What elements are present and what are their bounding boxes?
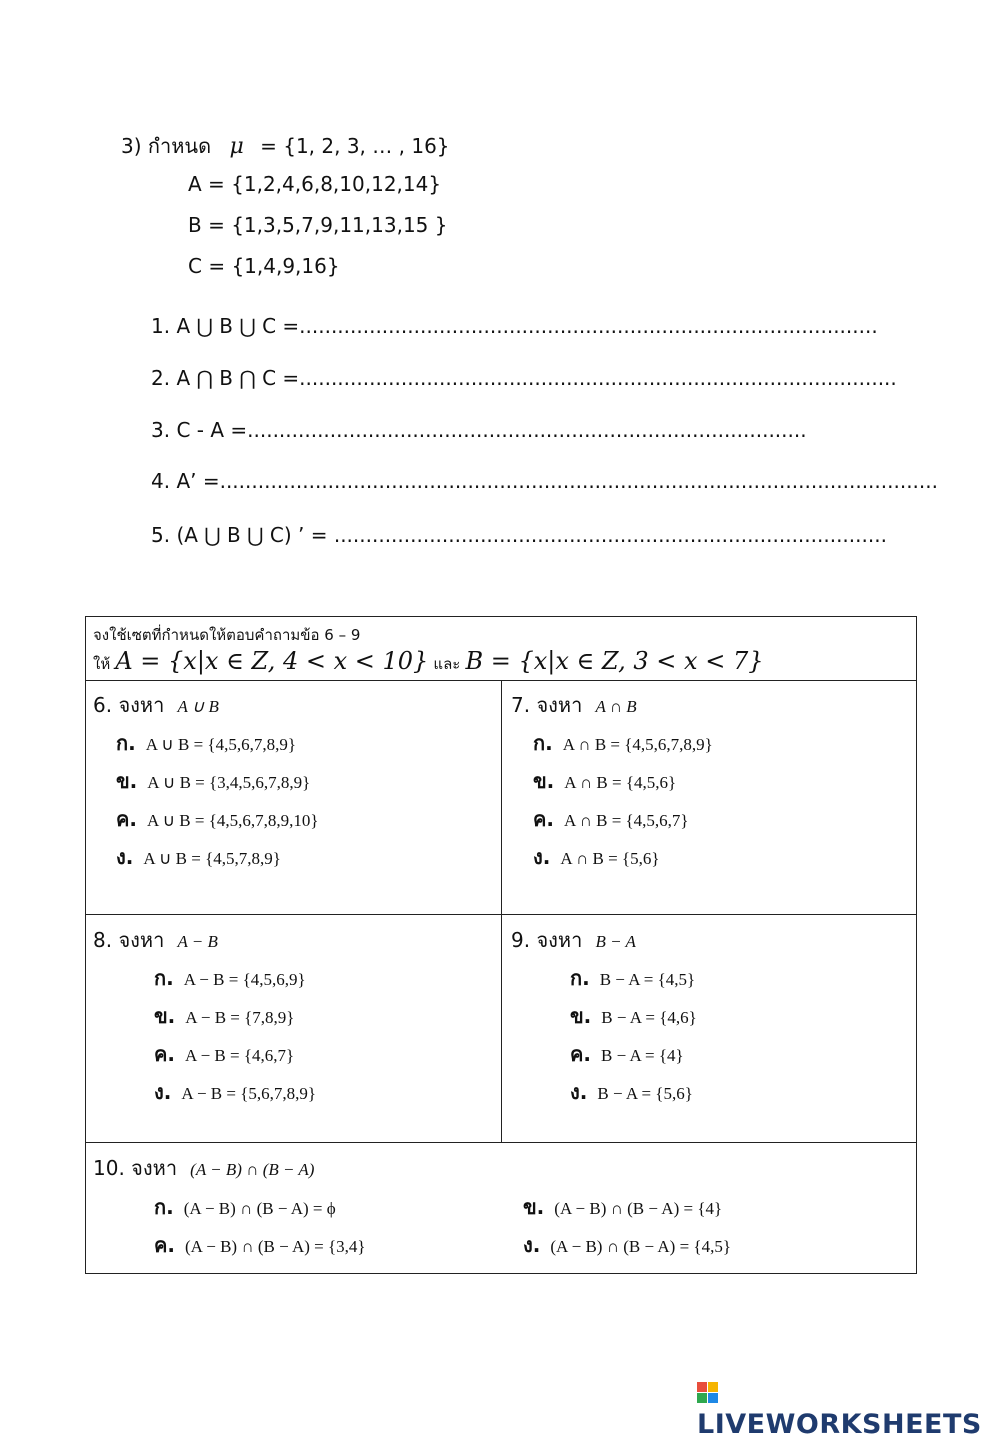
universe-symbol: μ	[229, 134, 244, 159]
and-word: และ	[433, 655, 461, 673]
q8-option-d[interactable]	[154, 1076, 316, 1108]
q10-option-b-text: (A − B) ∩ (B − A) = {4}	[554, 1199, 723, 1218]
q9-option-a-text: B − A = {4,5}	[599, 970, 696, 989]
q9-option-c[interactable]	[570, 1038, 684, 1070]
set-b-builder: B = {x|x ∈ Z, 3 < x < 7}	[465, 647, 764, 675]
q6-option-b-letter: ข.	[116, 769, 138, 793]
q7-option-d-text: A ∩ B = {5,6}	[560, 849, 660, 868]
q7-option-c[interactable]	[533, 803, 689, 835]
question-3-header	[121, 130, 450, 162]
logo-square	[697, 1393, 707, 1403]
set-b-definition: B = {1,3,5,7,9,11,13,15 }	[188, 213, 448, 237]
universe-set: = {1, 2, 3, … , 16}	[260, 134, 450, 158]
q7-option-a-text: A ∩ B = {4,5,6,7,8,9}	[562, 735, 713, 754]
question-10	[93, 1152, 314, 1184]
logo-square	[708, 1393, 718, 1403]
q7-option-c-letter: ค.	[533, 807, 554, 831]
q6-option-a-letter: ก.	[116, 731, 136, 755]
q7-option-b-text: A ∩ B = {4,5,6}	[564, 773, 677, 792]
q10-option-d-text: (A − B) ∩ (B − A) = {4,5}	[550, 1237, 731, 1256]
set-a-definition: A = {1,2,4,6,8,10,12,14}	[188, 172, 442, 196]
q6-option-a-text: A ∪ B = {4,5,6,7,8,9}	[145, 735, 296, 754]
fill-in-item-3[interactable]: 3. C - A =........................................................................................	[151, 418, 807, 442]
q7-option-a[interactable]	[533, 727, 713, 759]
q10-option-a-letter: ก.	[154, 1195, 174, 1219]
fill-in-item-5[interactable]: 5. (A ⋃ B ⋃ C) ’ = .......................................................................................	[151, 523, 887, 547]
table-instruction: จงใช้เซตที่กำหนดให้ตอบคำถามข้อ 6 – 9	[93, 626, 361, 644]
logo-square	[708, 1382, 718, 1392]
question-7-expr: A ∩ B	[595, 697, 637, 716]
question-6-label: 6. จงหา	[93, 693, 165, 717]
question-8-label: 8. จงหา	[93, 928, 165, 952]
q6-option-d[interactable]	[116, 841, 281, 873]
logo-text: LIVEWORKSHEETS	[697, 1409, 982, 1440]
fill-in-item-2[interactable]: 2. A ⋂ B ⋂ C =..............................................................................................	[151, 366, 897, 390]
q7-option-b[interactable]	[533, 765, 676, 797]
q9-option-b-text: B − A = {4,6}	[601, 1008, 697, 1027]
question-10-label: 10. จงหา	[93, 1156, 178, 1180]
question-table	[85, 616, 917, 1274]
q10-option-a-text: (A − B) ∩ (B − A) = ϕ	[183, 1199, 336, 1218]
q8-option-b[interactable]	[154, 1000, 294, 1032]
q9-option-a[interactable]	[570, 962, 695, 994]
q10-option-c-letter: ค.	[154, 1233, 175, 1257]
q8-option-c-text: A − B = {4,6,7}	[184, 1046, 295, 1065]
q9-option-c-text: B − A = {4}	[600, 1046, 684, 1065]
q6-option-a[interactable]	[116, 727, 296, 759]
q9-option-d-letter: ง.	[570, 1080, 588, 1104]
q9-option-d[interactable]	[570, 1076, 693, 1108]
q8-option-a-text: A − B = {4,5,6,9}	[183, 970, 306, 989]
question-8	[93, 924, 218, 956]
fill-in-item-1[interactable]: 1. A ⋃ B ⋃ C =...........................................................................................	[151, 314, 878, 338]
q10-option-d[interactable]	[523, 1229, 731, 1261]
question-6-expr: A ∪ B	[177, 697, 219, 716]
q8-option-d-text: A − B = {5,6,7,8,9}	[181, 1084, 317, 1103]
question-7	[511, 689, 637, 721]
q9-option-b-letter: ข.	[570, 1004, 592, 1028]
q8-option-d-letter: ง.	[154, 1080, 172, 1104]
q8-option-c[interactable]	[154, 1038, 294, 1070]
q10-option-b[interactable]	[523, 1191, 722, 1223]
q7-option-b-letter: ข.	[533, 769, 555, 793]
question-7-label: 7. จงหา	[511, 693, 583, 717]
question-9-label: 9. จงหา	[511, 928, 583, 952]
fill-in-item-4[interactable]: 4. A’ =.................................................................................................................	[151, 469, 938, 493]
q10-option-c[interactable]	[154, 1229, 366, 1261]
q10-option-b-letter: ข.	[523, 1195, 545, 1219]
q10-option-a[interactable]	[154, 1191, 336, 1223]
q7-option-c-text: A ∩ B = {4,5,6,7}	[563, 811, 689, 830]
question-10-expr: (A − B) ∩ (B − A)	[190, 1160, 315, 1179]
q6-option-c-letter: ค.	[116, 807, 137, 831]
q8-option-b-letter: ข.	[154, 1004, 176, 1028]
q9-option-b[interactable]	[570, 1000, 697, 1032]
q7-option-a-letter: ก.	[533, 731, 553, 755]
q7-option-d-letter: ง.	[533, 845, 551, 869]
q10-option-c-text: (A − B) ∩ (B − A) = {3,4}	[184, 1237, 366, 1256]
q8-option-c-letter: ค.	[154, 1042, 175, 1066]
q6-option-d-text: A ∪ B = {4,5,7,8,9}	[143, 849, 281, 868]
q6-option-b-text: A ∪ B = {3,4,5,6,7,8,9}	[147, 773, 311, 792]
q8-option-a-letter: ก.	[154, 966, 174, 990]
q9-option-d-text: B − A = {5,6}	[597, 1084, 693, 1103]
logo-icon	[697, 1382, 719, 1404]
q6-option-c-text: A ∪ B = {4,5,6,7,8,9,10}	[146, 811, 319, 830]
question-3-prefix: 3) กำหนด	[121, 134, 212, 158]
given-sets	[93, 647, 763, 676]
q10-option-d-letter: ง.	[523, 1233, 541, 1257]
question-8-expr: A − B	[177, 932, 218, 951]
set-a-builder: A = {x|x ∈ Z, 4 < x < 10}	[115, 647, 429, 675]
q6-option-b[interactable]	[116, 765, 310, 797]
table-divider	[86, 1142, 916, 1143]
question-9	[511, 924, 636, 956]
table-divider	[501, 680, 502, 1142]
q8-option-a[interactable]	[154, 962, 306, 994]
q6-option-c[interactable]	[116, 803, 319, 835]
set-c-definition: C = {1,4,9,16}	[188, 254, 340, 278]
liveworksheets-logo	[697, 1378, 1000, 1440]
question-6	[93, 689, 219, 721]
q7-option-d[interactable]	[533, 841, 660, 873]
q6-option-d-letter: ง.	[116, 845, 134, 869]
logo-square	[697, 1382, 707, 1392]
q8-option-b-text: A − B = {7,8,9}	[185, 1008, 295, 1027]
q9-option-a-letter: ก.	[570, 966, 590, 990]
q9-option-c-letter: ค.	[570, 1042, 591, 1066]
question-9-expr: B − A	[595, 932, 636, 951]
given-prefix: ให้	[93, 655, 111, 673]
